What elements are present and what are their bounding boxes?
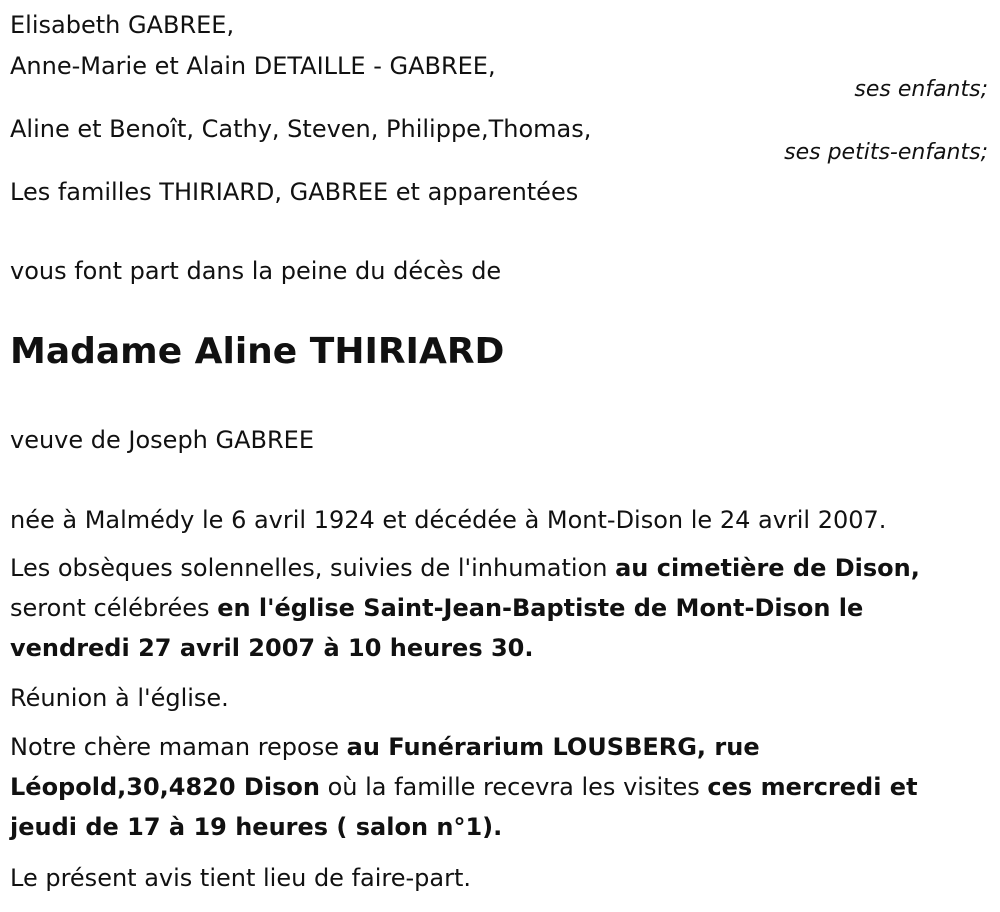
funerarium-address: au Funérarium LOUSBERG, rue Léopold,30,4820 Dison: [10, 733, 760, 801]
children-line-1: Elisabeth GABREE,: [10, 11, 235, 39]
visitation-text-2: où la famille recevra les visites: [319, 773, 708, 801]
church-date-time: en l'église Saint-Jean-Baptiste de Mont-Dison le vendredi 27 avril 2007 à 10 heures 30.: [10, 594, 864, 662]
cemetery-location: au cimetière de Dison,: [615, 554, 920, 582]
deceased-name: Madame Aline THIRIARD: [10, 331, 505, 372]
children-line-2: Anne-Marie et Alain DETAILLE - GABREE,: [10, 52, 496, 80]
closing-note: Le présent avis tient lieu de faire-part.: [10, 864, 472, 892]
visiting-hours: ces mercredi et jeudi de 17 à 19 heures ( salon n°1).: [10, 773, 918, 841]
children-label: ses enfants;: [854, 77, 988, 102]
widow-of: veuve de Joseph GABREE: [10, 426, 314, 454]
grandchildren-label: ses petits-enfants;: [784, 140, 988, 165]
funeral-text-1: Les obsèques solennelles, suivies de l'inhumation: [10, 554, 616, 582]
funeral-text-2: seront célébrées: [10, 594, 218, 622]
announcement: vous font part dans la peine du décès de: [10, 257, 502, 285]
visitation-text-1: Notre chère maman repose: [10, 733, 347, 761]
grandchildren-line: Aline et Benoît, Cathy, Steven, Philippe,Thomas,: [10, 115, 592, 143]
funeral-paragraph: [10, 548, 985, 668]
visitation-paragraph: [10, 727, 985, 847]
meeting-note: Réunion à l'église.: [10, 684, 229, 712]
birth-death: née à Malmédy le 6 avril 1924 et décédée à Mont-Dison le 24 avril 2007.: [10, 506, 887, 534]
families-line: Les familles THIRIARD, GABREE et apparentées: [10, 178, 579, 206]
